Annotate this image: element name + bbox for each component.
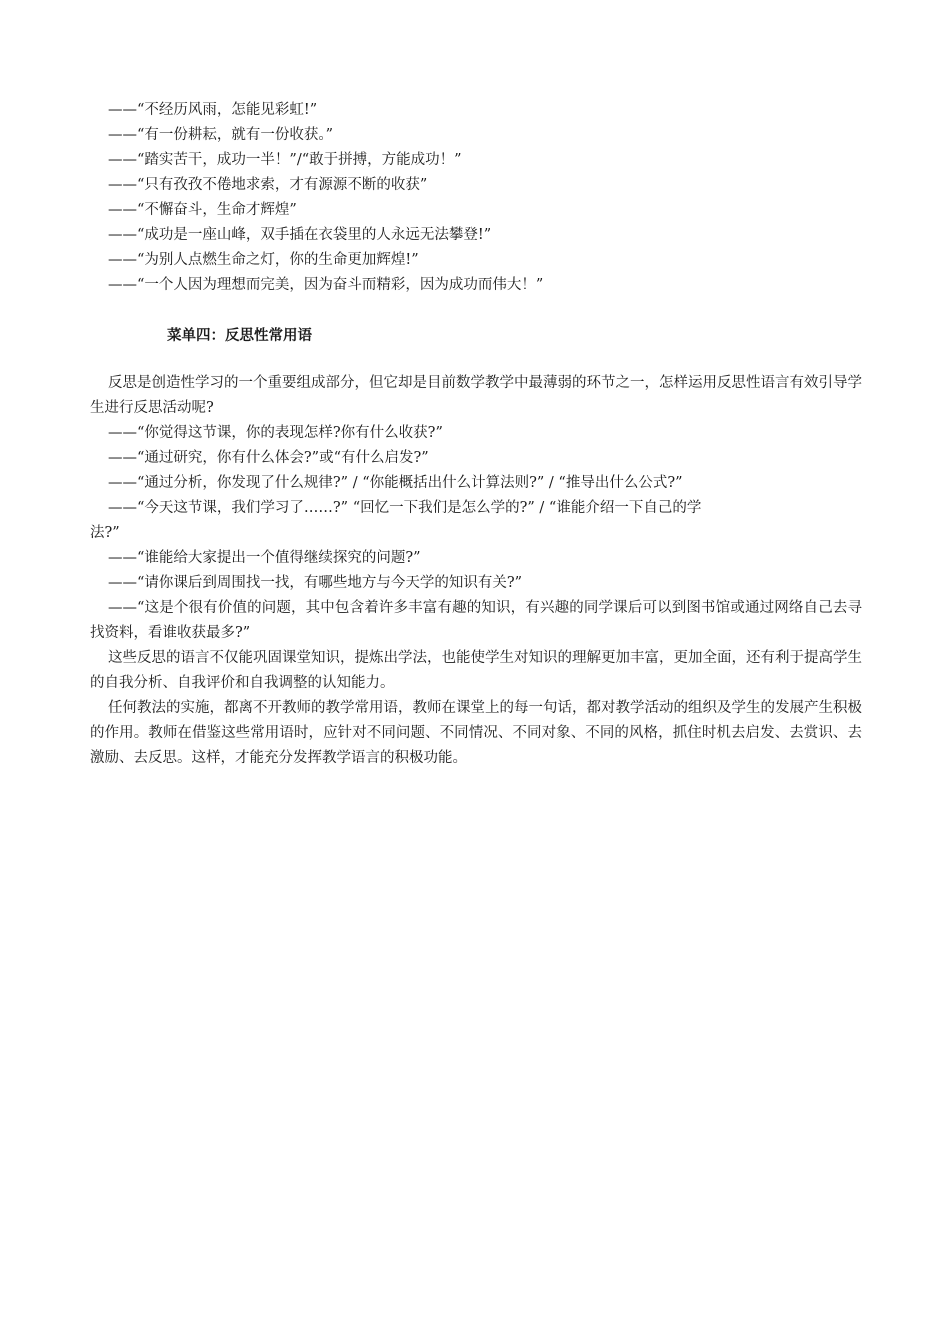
quote-line: ——“你觉得这节课，你的表现怎样?你有什么收获?” [108,425,443,441]
quote-line: ——“请你课后到周围找一找，有哪些地方与今天学的知识有关?” [108,575,523,591]
quote-line-continuation: 法?” [90,525,120,541]
quote-line: ——“一个人因为理想而完美，因为奋斗而精彩，因为成功而伟大！” [108,277,544,293]
quote-list-reflection [90,421,862,596]
document-page [90,98,862,771]
quote-line: ——“为别人点燃生命之灯，你的生命更加辉煌!” [108,252,419,268]
quote-line: ——“通过分析，你发现了什么规律?” / “你能概括出什么计算法则?” / “推导出什么公式?” [108,475,683,491]
intro-paragraph: 反思是创造性学习的一个重要组成部分，但它却是目前数学教学中最薄弱的环节之一，怎样运用反思性语言有效引导学生进行反思活动呢? [90,375,862,416]
quote-line: ——“成功是一座山峰，双手插在衣袋里的人永远无法攀登!” [108,227,492,243]
summary-paragraph: 这些反思的语言不仅能巩固课堂知识，提炼出学法，也能使学生对知识的理解更加丰富，更加全面，还有利于提高学生的自我分析、自我评价和自我调整的认知能力。 [90,650,862,691]
section-heading: 菜单四：反思性常用语 [167,328,312,344]
quote-list-top [90,98,862,298]
quote-line: ——“通过研究，你有什么体会?”或“有什么启发?” [108,450,429,466]
quote-line: ——“只有孜孜不倦地求索，才有源源不断的收获” [108,177,428,193]
quote-line: ——“不经历风雨，怎能见彩虹!” [108,102,318,118]
quote-line: ——“不懈奋斗，生命才辉煌” [108,202,297,218]
quote-line-wrapped: ——“今天这节课，我们学习了……?” “回忆一下我们是怎么学的?” / “谁能介绍一下自己的学 [108,500,702,516]
quote-line: ——“谁能给大家提出一个值得继续探究的问题?” [108,550,421,566]
quote-line: ——“踏实苦干，成功一半！”/“敢于拼搏，方能成功！” [108,152,462,168]
long-quote-paragraph: ——“这是个很有价值的问题，其中包含着许多丰富有趣的知识，有兴趣的同学课后可以到图书馆或通过网络自己去寻找资料，看谁收获最多?” [90,600,862,641]
closing-paragraph: 任何教法的实施，都离不开教师的教学常用语，教师在课堂上的每一句话，都对教学活动的组织及学生的发展产生积极的作用。教师在借鉴这些常用语时，应针对不同问题、不同情况、不同对象、不同的风格，抓住时机去启发、去赏识、去激励、去反思。这样，才能充分发挥教学语言的积极功能。 [90,700,862,766]
quote-line: ——“有一份耕耘，就有一份收获。” [108,127,334,143]
